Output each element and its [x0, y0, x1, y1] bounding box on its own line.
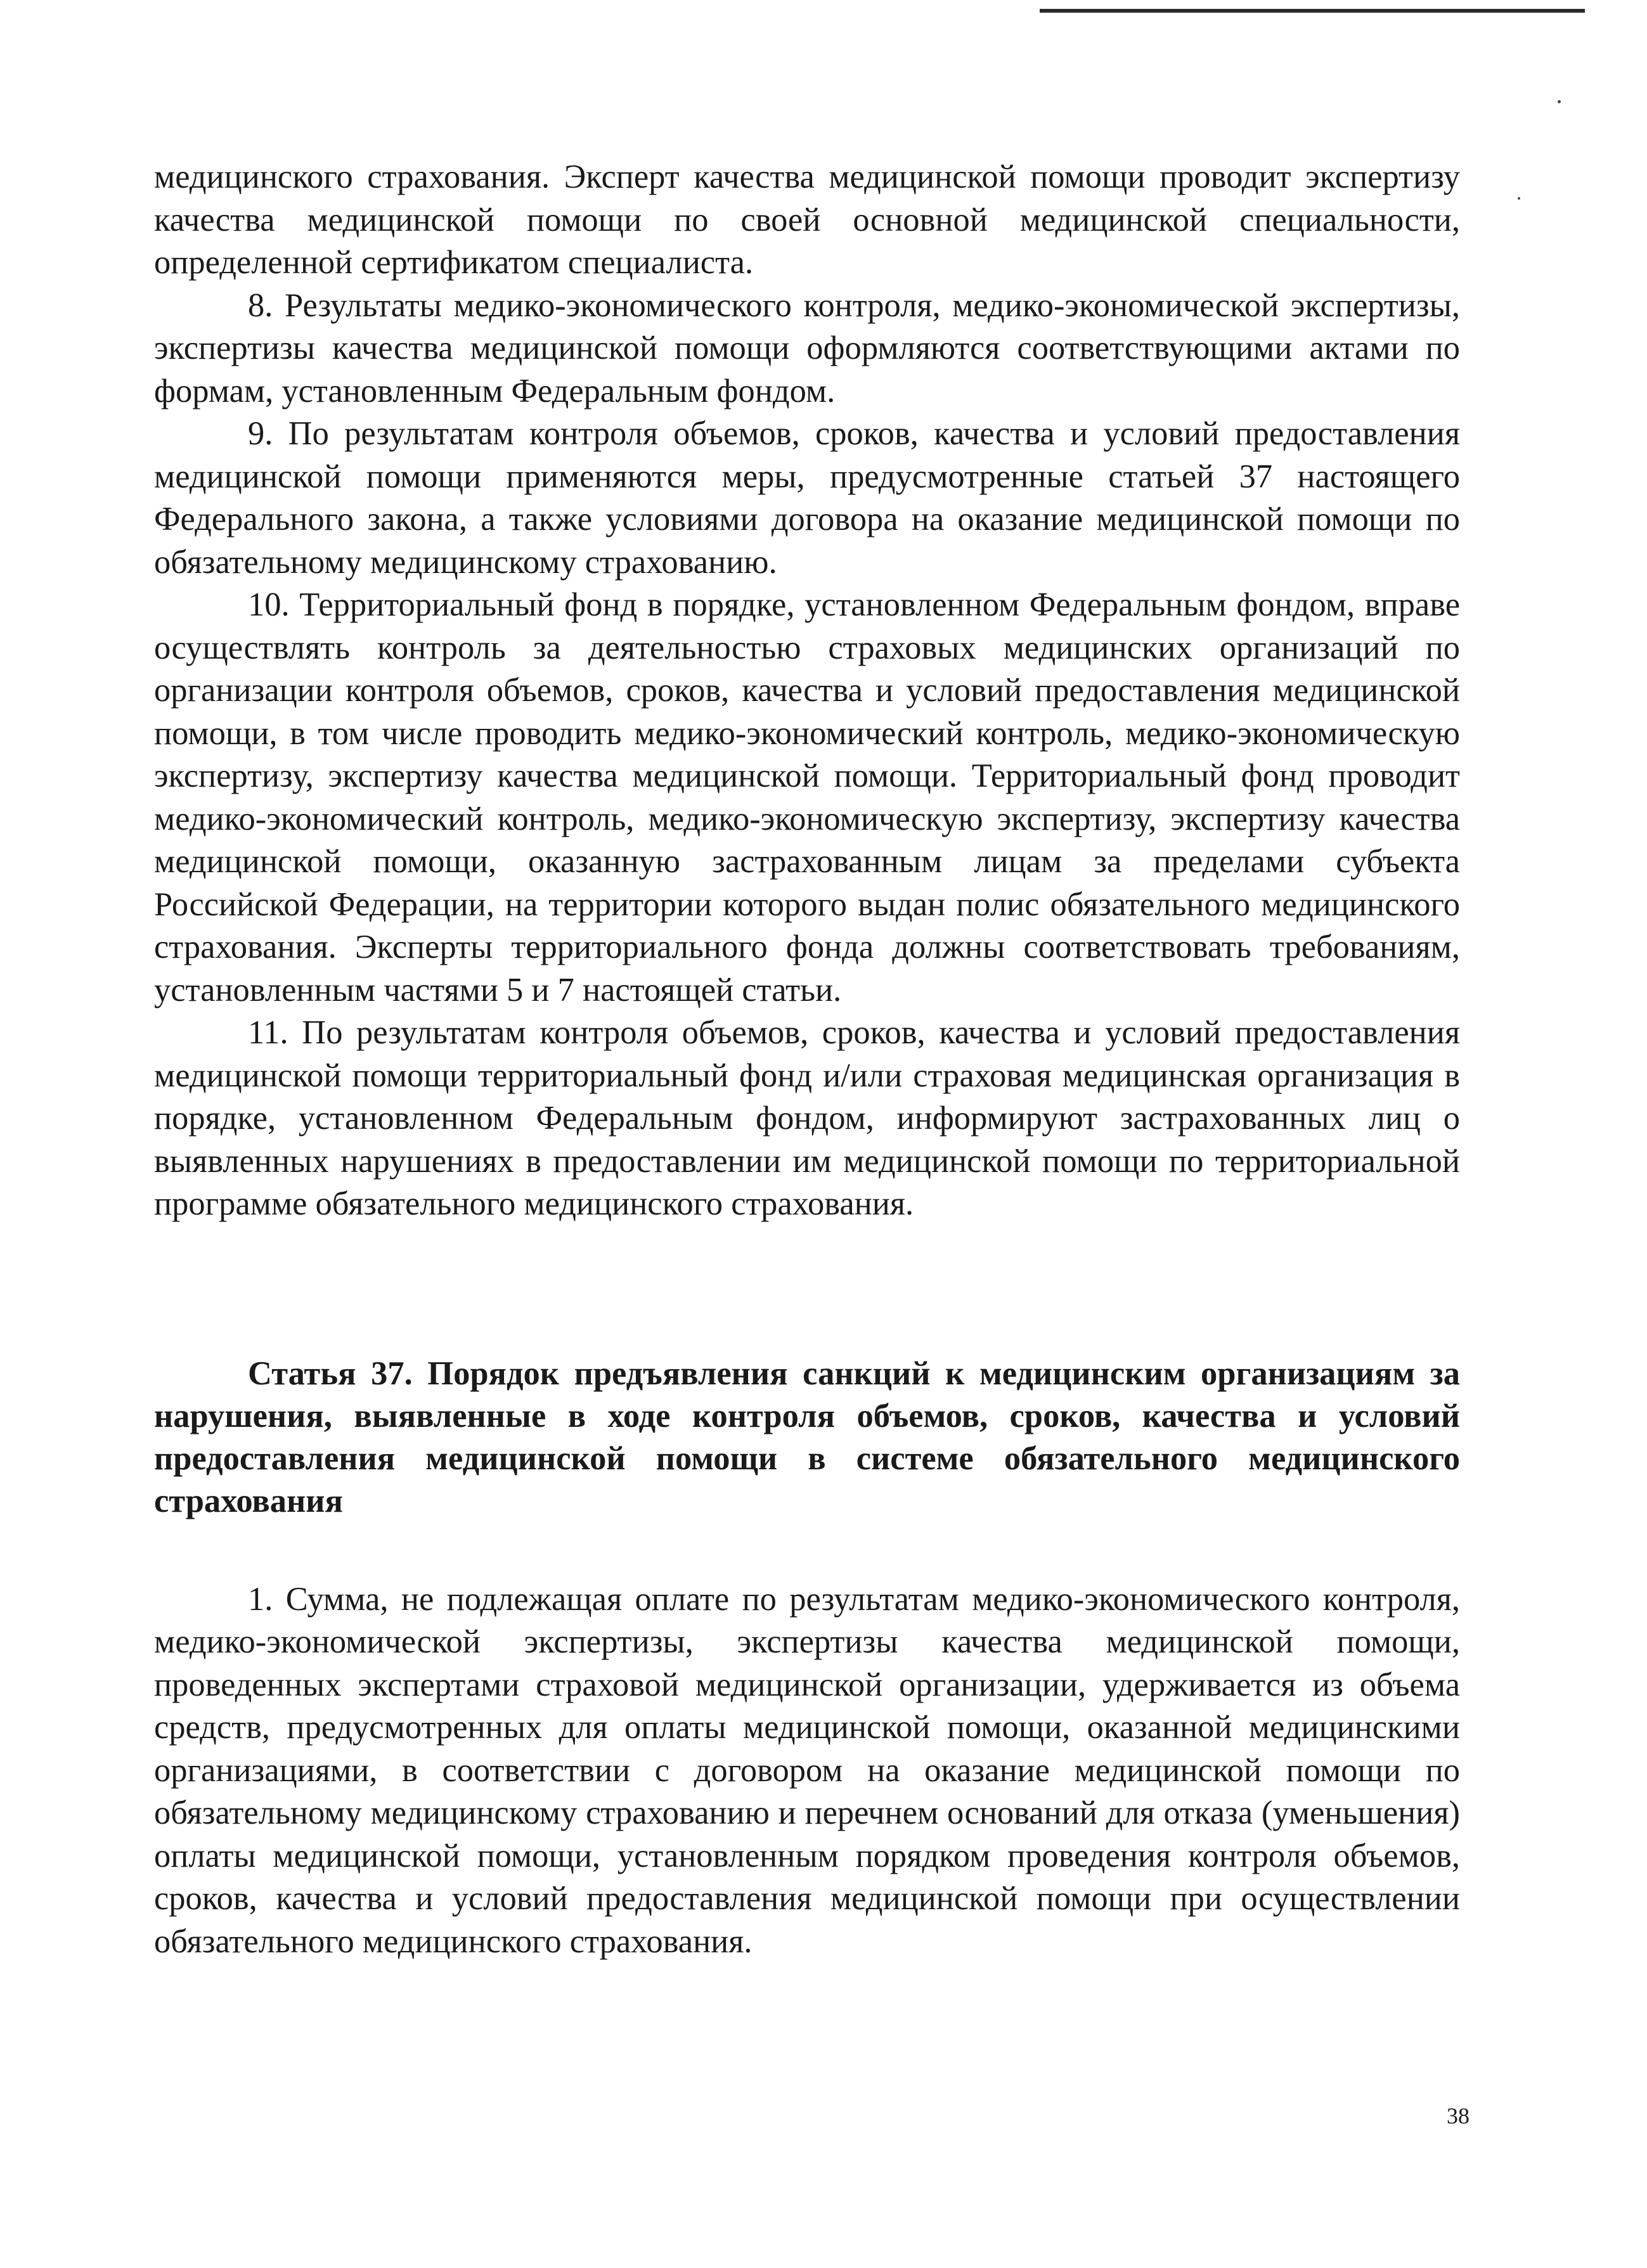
paragraph-item-9: 9. По результатам контроля объемов, сроков, качества и условий предоставления медицинской помощи применяются меры, предусмотренные статьей 37 настоящего Федерального закона, а также условиями договора на оказание медицинской помощи по обязательному медицинскому страхованию. [154, 415, 1460, 581]
document-body [154, 156, 1460, 1963]
article-37-paragraph-1: 1. Сумма, не подлежащая оплате по результатам медико-экономического контроля, медико-экономической экспертизы, экспертизы качества медицинской помощи, проведенных экспертами страховой медицинской организации, удерживается из объема средств, предусмотренных для оплаты медицинской помощи, оказанной медицинскими организациями, в соответствии с договором на оказание медицинской помощи по обязательному медицинскому страхованию и перечнем оснований для отказа (уменьшения) оплаты медицинской помощи, установленным порядком проведения контроля объемов, сроков, качества и условий предоставления медицинской помощи при осуществлении обязательного медицинского страхования. [154, 1580, 1460, 1960]
page-number: 38 [1447, 2103, 1469, 2129]
paragraph-item-11: 11. По результатам контроля объемов, сроков, качества и условий предоставления медицинской помощи территориальный фонд и/или страховая медицинская организация в порядке, установленном Федеральным фондом, информируют застрахованных лиц о выявленных нарушениях в предоставлении им медицинской помощи по территориальной программе обязательного медицинского страхования. [154, 1014, 1460, 1222]
scan-speck [1558, 100, 1561, 103]
paragraph-item-8: 8. Результаты медико-экономического контроля, медико-экономической экспертизы, экспертизы качества медицинской помощи оформляются соответствующими актами по формам, установленным Федеральным фондом. [154, 287, 1460, 409]
paragraph-item-10: 10. Территориальный фонд в порядке, установленном Федеральным фондом, вправе осуществлять контроль за деятельностью страховых медицинских организаций по организации контроля объемов, сроков, качества и условий предоставления медицинской помощи, в том числе проводить медико-экономический контроль, медико-экономическую экспертизу, экспертизу качества медицинской помощи. Территориальный фонд проводит медико-экономический контроль, медико-экономическую экспертизу, экспертизу качества медицинской помощи, оказанную застрахованным лицам за пределами субъекта Российской Федерации, на территории которого выдан полис обязательного медицинского страхования. Эксперты территориального фонда должны соответствовать требованиям, установленным частями 5 и 7 настоящей статьи. [154, 586, 1460, 1008]
article-37-heading: Статья 37. Порядок предъявления санкций к медицинским организациям за нарушения, выявленные в ходе контроля объемов, сроков, качества и условий предоставления медицинской помощи в системе обязательного медицинского страхования [154, 1355, 1460, 1519]
scan-edge-line [1040, 9, 1585, 13]
scan-speck [1518, 197, 1520, 200]
paragraph-continuation: медицинского страхования. Эксперт качества медицинской помощи проводит экспертизу качества медицинской помощи по своей основной медицинской специальности, определенной сертификатом специалиста. [154, 158, 1460, 281]
